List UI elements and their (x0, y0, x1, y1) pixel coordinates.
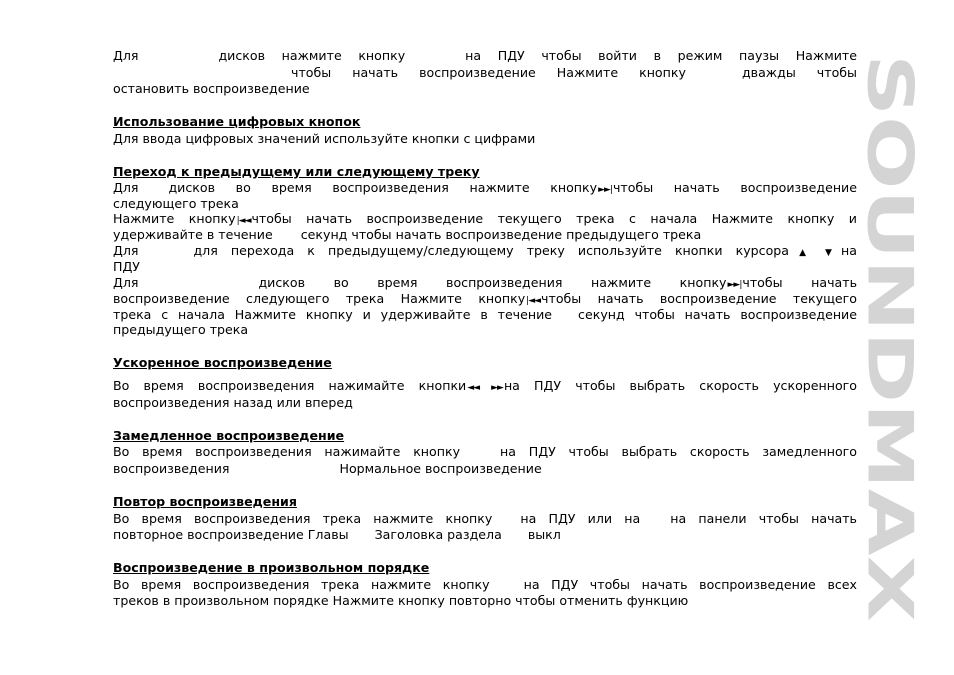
text: Во время воспроизведения нажимайте кнопку (113, 444, 461, 459)
text: воспроизведения (113, 461, 230, 476)
text: Заголовка раздела (374, 527, 502, 542)
fast-line-2: воспроизведения назад или вперед (113, 395, 353, 410)
text: Для (113, 48, 139, 63)
text: Для (113, 243, 139, 258)
track-line-2: следующего трека (113, 196, 239, 211)
pause-line-2 (291, 65, 857, 81)
section-heading-repeat: Повтор воспроизведения (113, 494, 297, 509)
random-line-1 (113, 577, 857, 593)
text: Во время воспроизведения трека нажмите кнопку (113, 577, 490, 592)
text: воспроизведение следующего трека Нажмите кнопку (113, 291, 526, 306)
text: чтобы начать воспроизведение Нажмите кнопку (291, 65, 686, 80)
text: Во время воспроизведения трека нажмите кнопку (113, 511, 493, 526)
rewind-forward-icon: ◄◄ ►► (467, 383, 503, 393)
cursor-up-down-icon: ▲ ▼ (790, 248, 841, 258)
text: Для (113, 275, 139, 290)
text: Нажмите кнопку (113, 211, 236, 226)
prev-track-icon: |◄◄ (236, 216, 251, 226)
section-heading-track: Переход к предыдущему или следующему треку (113, 164, 480, 179)
fast-line-1 (113, 378, 857, 396)
text: секунд чтобы начать воспроизведение (578, 307, 857, 322)
text: повторное воспроизведение Главы (113, 527, 349, 542)
text: Нормальное воспроизведение (339, 461, 542, 476)
prev-track-icon: |◄◄ (526, 296, 541, 306)
slow-line-2 (113, 461, 542, 477)
text: трека с начала Нажмите кнопку и удерживайте в течение (113, 307, 553, 322)
pause-line-3: остановить воспроизведение (113, 81, 310, 96)
text: чтобы начать (742, 275, 857, 290)
text: на ПДУ или на (520, 511, 641, 526)
soundmax-logo-text: SOUNDMAX (853, 54, 927, 463)
soundmax-logo (853, 52, 927, 624)
track-line-4 (113, 227, 701, 243)
track-line-5 (113, 243, 857, 261)
section-heading-slow: Замедленное воспроизведение (113, 428, 345, 443)
pause-line-1 (113, 48, 857, 64)
section-heading-random: Воспроизведение в произвольном порядке (113, 560, 430, 575)
text: дисков во время воспроизведения нажмите кнопку (258, 275, 727, 290)
next-track-icon: ►►| (598, 185, 612, 195)
section-heading-digits: Использование цифровых кнопок (113, 114, 361, 129)
text: чтобы начать воспроизведение (612, 180, 857, 195)
text: дисков нажмите кнопку (218, 48, 406, 63)
track-line-9 (113, 307, 857, 323)
text: чтобы начать воспроизведение текущего (541, 291, 857, 306)
text: дисков во время воспроизведения нажмите кнопку (168, 180, 598, 195)
text: дважды чтобы (741, 65, 857, 80)
text: выкл (527, 527, 561, 542)
text: Во время воспроизведения нажимайте кнопки (113, 378, 467, 393)
digits-line-1: Для ввода цифровых значений используйте кнопки с цифрами (113, 131, 536, 146)
track-line-10: предыдущего трека (113, 322, 249, 337)
text: для перехода к предыдущему/следующему треку используйте кнопки курсора (193, 243, 789, 258)
track-line-6: ПДУ (113, 259, 140, 274)
text: удерживайте в течение (113, 227, 273, 242)
text: на (841, 243, 857, 258)
text: Для (113, 180, 139, 195)
text: на ПДУ чтобы выбрать скорость ускоренного (503, 378, 858, 393)
repeat-line-2 (113, 527, 561, 543)
section-heading-fast: Ускоренное воспроизведение (113, 355, 332, 370)
text: на панели чтобы начать (670, 511, 857, 526)
next-track-icon: ►►| (727, 280, 742, 290)
text: на ПДУ чтобы выбрать скорость замедленного (500, 444, 857, 459)
text: чтобы начать воспроизведение текущего трека с начала Нажмите кнопку и (251, 211, 857, 226)
slow-line-1 (113, 444, 857, 460)
soundmax-logo-graphic (853, 52, 927, 624)
text: секунд чтобы начать воспроизведение предыдущего трека (300, 227, 702, 242)
repeat-line-1 (113, 511, 857, 527)
text: на ПДУ чтобы начать воспроизведение всех (523, 577, 857, 592)
text: на ПДУ чтобы войти в режим паузы Нажмите (465, 48, 857, 63)
random-line-2: треков в произвольном порядке Нажмите кнопку повторно чтобы отменить функцию (113, 593, 689, 608)
